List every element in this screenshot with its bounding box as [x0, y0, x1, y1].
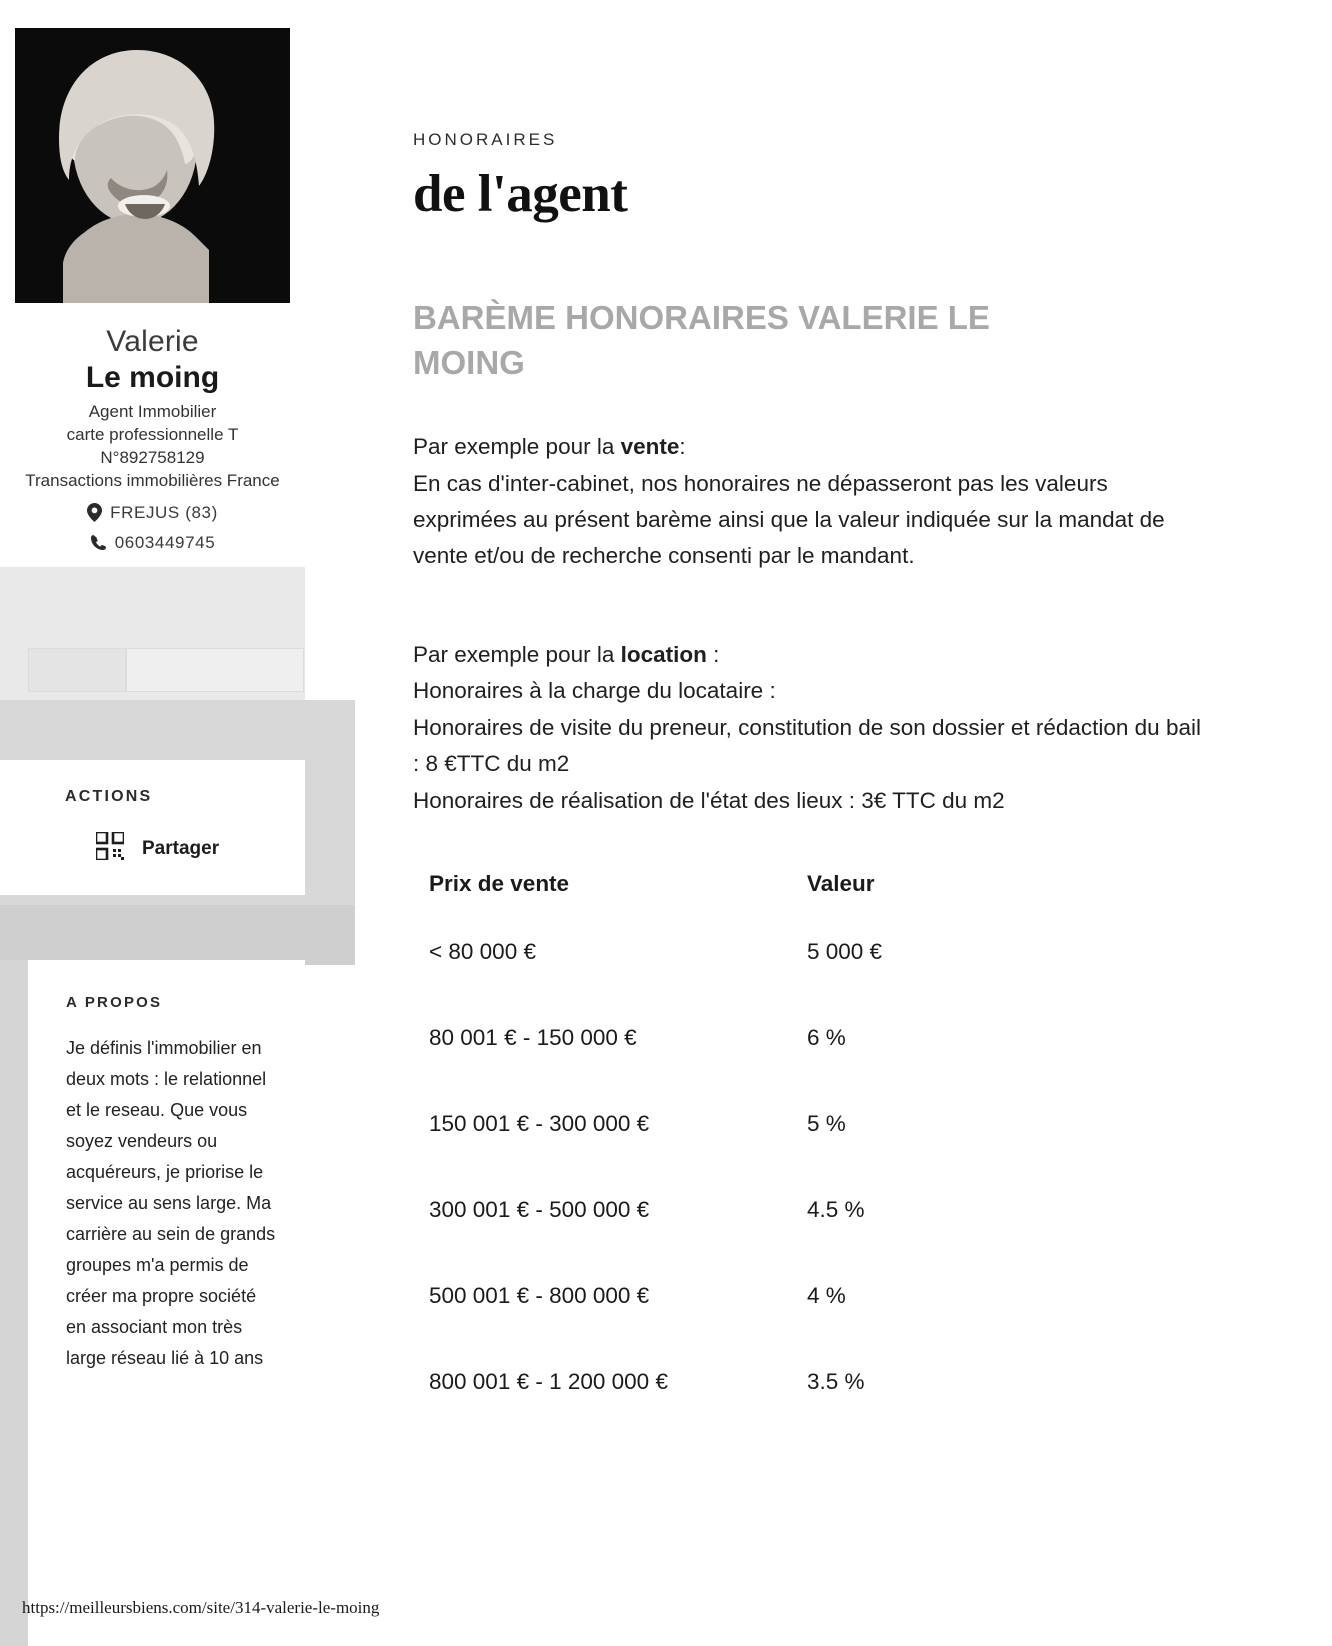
table-header-row — [413, 871, 1173, 939]
vente-lead-prefix: Par exemple pour la — [413, 434, 621, 460]
location-line-2: Honoraires de visite du preneur, constitution de son dossier et rédaction du bail : 8 €TTC du m2 — [413, 714, 1201, 777]
table-row — [413, 1111, 1173, 1197]
left-rail-shade-2 — [0, 905, 355, 965]
placeholder-box-2 — [126, 648, 304, 692]
section-heading: BARÈME HONORAIRES VALERIE LE MOING — [413, 299, 990, 381]
agent-role-line-1: Agent Immobilier — [88, 402, 217, 421]
placeholder-box-1 — [28, 648, 126, 692]
footer-url[interactable]: https://meilleursbiens.com/site/314-valerie-le-moing — [22, 1598, 380, 1617]
table-row — [413, 1197, 1173, 1283]
vente-block — [413, 429, 1203, 575]
agent-last-name: Le moing — [85, 361, 220, 394]
location-lead-prefix: Par exemple pour la — [413, 641, 621, 667]
cell-value: 3.5 % — [807, 1369, 865, 1395]
location-line-3: Honoraires de réalisation de l'état des lieux : 3€ TTC du m2 — [413, 787, 1005, 813]
cell-value: 5 % — [807, 1111, 846, 1137]
agent-role-line-2: carte professionnelle T — [66, 424, 239, 444]
about-card — [28, 960, 305, 1646]
table-header-value: Valeur — [807, 871, 875, 897]
vente-lead — [413, 429, 1203, 465]
cell-value: 5 000 € — [807, 939, 883, 965]
avatar — [15, 28, 290, 303]
location-line-1: Honoraires à la charge du locataire : — [413, 678, 776, 704]
vente-body: En cas d'inter-cabinet, nos honoraires ne dépasseront pas les valeurs exprimées au présent barème ainsi que la valeur indiquée sur la mandat de vente et/ou de recherche consenti par le mandant. — [413, 470, 1165, 569]
about-title: A PROPOS — [66, 994, 163, 1011]
cell-value: 4.5 % — [807, 1197, 865, 1223]
cell-price: 500 001 € - 800 000 € — [429, 1283, 650, 1309]
agent-first-name: Valerie — [106, 325, 199, 358]
actions-card — [0, 760, 305, 895]
share-button[interactable] — [0, 832, 305, 865]
location-lead-bold: location — [620, 641, 707, 667]
cell-value: 6 % — [807, 1025, 846, 1051]
cell-price: < 80 000 € — [429, 939, 536, 965]
share-label: Partager — [142, 837, 220, 859]
agent-card — [0, 0, 305, 567]
qr-code-icon — [96, 832, 124, 865]
table-row — [413, 1025, 1173, 1111]
location-lead — [413, 637, 1203, 673]
table-row — [413, 1283, 1173, 1369]
location-pin-icon — [87, 503, 102, 522]
agent-role-line-4: Transactions immobilières France — [25, 470, 280, 490]
location-block — [413, 637, 1203, 819]
vente-lead-suffix: : — [679, 434, 686, 460]
main-panel — [355, 55, 1332, 1646]
agent-location — [8, 503, 297, 523]
about-text: Je définis l'immobilier en deux mots : le relationnel et le reseau. Que vous soyez vendeurs ou acquéreurs, je priorise le service au sens large. Ma carrière au sein de grands groupes m'a permis de créer ma propre société en associant mon très large réseau lié à 10 ans — [66, 1038, 276, 1368]
page-eyebrow: HONORAIRES — [413, 130, 558, 149]
table-row — [413, 939, 1173, 1025]
agent-role — [8, 401, 297, 493]
table-header-price: Prix de vente — [429, 871, 570, 897]
vente-lead-bold: vente — [620, 434, 680, 460]
cell-price: 300 001 € - 500 000 € — [429, 1197, 650, 1223]
cell-price: 150 001 € - 300 000 € — [429, 1111, 650, 1137]
cell-price: 800 001 € - 1 200 000 € — [429, 1369, 668, 1395]
agent-phone-text: 0603449745 — [114, 532, 216, 552]
agent-location-text: FREJUS (83) — [110, 502, 218, 522]
location-lead-suffix: : — [706, 641, 720, 667]
page-title: de l'agent — [413, 165, 628, 223]
cell-price: 80 001 € - 150 000 € — [429, 1025, 637, 1051]
table-row — [413, 1369, 1173, 1455]
actions-title: ACTIONS — [65, 788, 153, 805]
cell-value: 4 % — [807, 1283, 846, 1309]
fee-table — [413, 871, 1173, 1455]
phone-icon — [90, 534, 107, 551]
agent-phone[interactable] — [8, 533, 297, 553]
sidebar-placeholder-boxes — [28, 648, 304, 692]
agent-role-line-3: N°892758129 — [100, 447, 205, 467]
